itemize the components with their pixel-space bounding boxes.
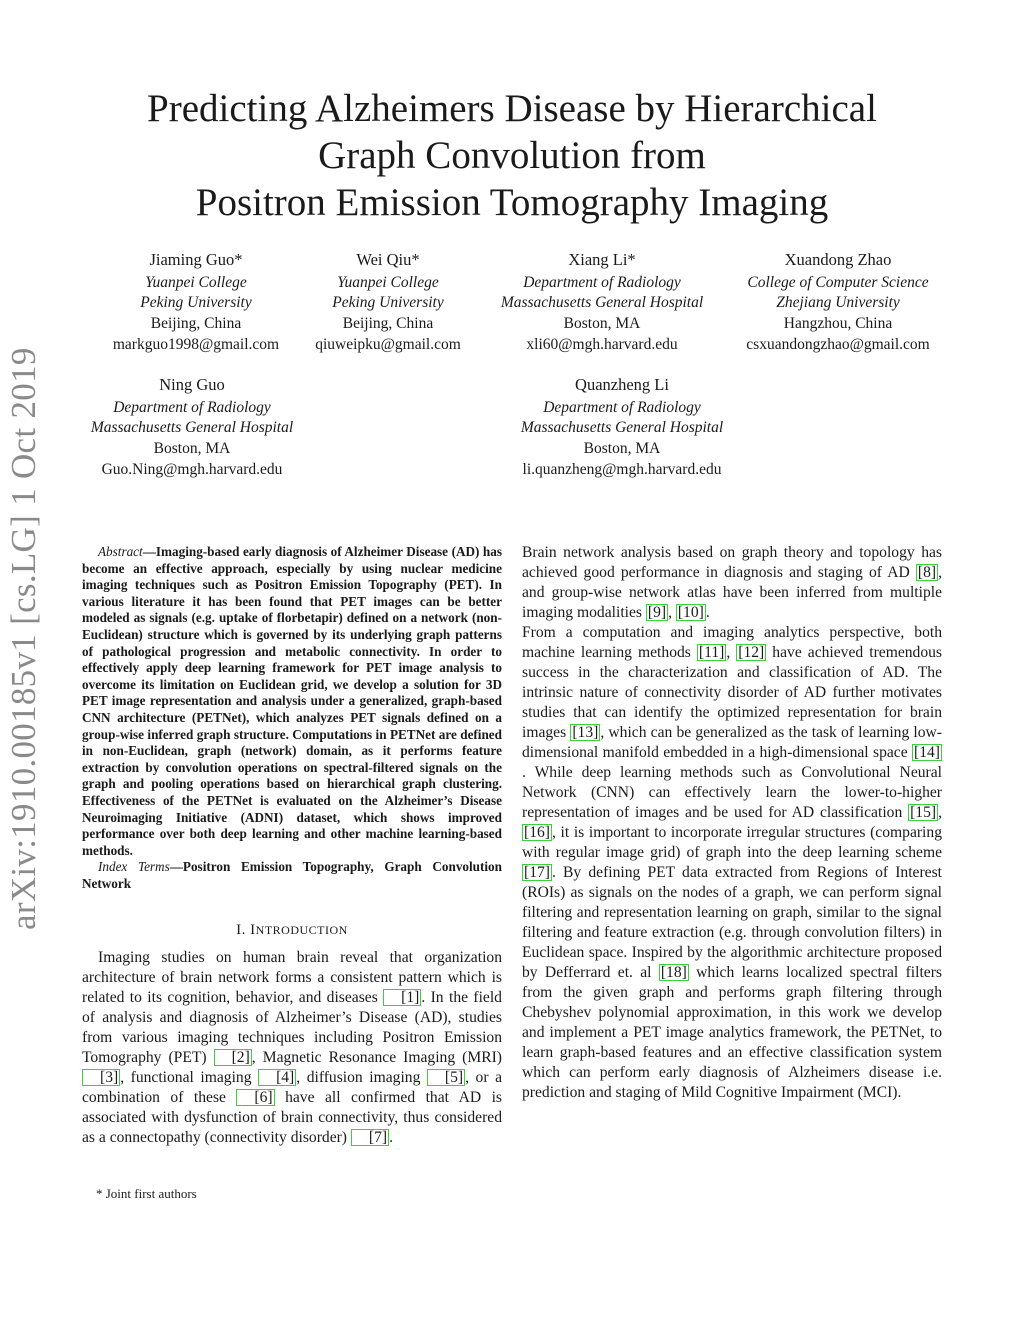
text-run: . bbox=[705, 604, 710, 621]
author-location: Hangzhou, China bbox=[783, 315, 893, 333]
text-run: , and group-wise network atlas have been inferred from multiple imaging modalities bbox=[522, 564, 942, 621]
author-location: Boston, MA bbox=[153, 440, 231, 458]
citation-link[interactable]: [5] bbox=[427, 1069, 465, 1086]
body-paragraph bbox=[522, 623, 942, 1103]
author-block bbox=[728, 250, 948, 356]
index-terms-text: —Positron Emission Topography, Graph Convolution Network bbox=[82, 859, 502, 891]
citation-link[interactable]: [16] bbox=[524, 824, 550, 841]
author-department: Department of Radiology bbox=[543, 398, 701, 416]
right-column bbox=[522, 543, 942, 1103]
text-run: , bbox=[726, 644, 737, 661]
section-heading-introduction bbox=[82, 920, 502, 940]
author-email[interactable]: xli60@mgh.harvard.edu bbox=[526, 335, 678, 353]
author-block bbox=[502, 375, 742, 481]
title-line: Predicting Alzheimers Disease by Hierarchical bbox=[147, 87, 877, 130]
author-email[interactable]: csxuandongzhao@gmail.com bbox=[746, 335, 930, 353]
text-run: , bbox=[668, 604, 676, 621]
text-run: Brain network analysis based on graph theory and topology has achieved good performance in diagnosis and staging of AD bbox=[522, 544, 942, 581]
author-organization: Massachusetts General Hospital bbox=[500, 294, 704, 312]
citation-link[interactable]: [12] bbox=[738, 644, 765, 661]
citation-link[interactable]: [17] bbox=[524, 864, 550, 881]
citation-link[interactable]: [14] bbox=[914, 744, 940, 761]
text-run: which learns localized spectral filters from the given graph and performs graph filtering through Chebyshev polynomial approximation, in this work we develop and implement a PET image analytics framework, the PETNet, to learn graph-based features and an effective classification system which can perform early diagnosis of Alzheimers disease i.e. prediction and staging of Mild Cognitive Impairment (MCI). bbox=[522, 964, 942, 1101]
author-organization: Massachusetts General Hospital bbox=[520, 419, 724, 437]
citation-link[interactable]: [4] bbox=[258, 1069, 296, 1086]
citation-link[interactable]: [9] bbox=[647, 604, 667, 621]
author-name: Xuandong Zhao bbox=[784, 250, 892, 269]
text-run: Imaging studies on human brain reveal that organization architecture of brain network forms a consistent pattern which is related to its cognition, behavior, and diseases bbox=[82, 949, 502, 1007]
author-department: Yuanpei College bbox=[145, 273, 247, 291]
intro-paragraph bbox=[82, 948, 502, 1148]
author-organization: Zhejiang University bbox=[776, 294, 900, 312]
citation-link[interactable]: [10] bbox=[677, 604, 704, 621]
citation-link[interactable]: [8] bbox=[917, 564, 937, 581]
abstract-text: —Imaging-based early diagnosis of Alzheimer Disease (AD) has become an effective approach, especially by using nuclear medicine imaging techniques such as Positron Emission Topography (PET). In various literature it has been found that PET images can be better modeled as signals (e.g. uptake of florbetapir) defined on a network (non-Euclidean) structure which is governed by its underlying graph patterns of pathological progression and metabolic connectivity. In order to effectively apply deep learning framework for PET image analysis to overcome its limitation on Euclidean grid, we develop a solution for 3D PET image representation and analysis under a generalized, graph-based CNN architecture (PETNet), which analyzes PET signals defined on a group-wise inferred graph structure. Computations in PETNet are defined in non-Euclidean, graph (network) domain, as it performs feature extraction by convolution operations on spectral-filtered signals on the graph and pooling operations based on hierarchical graph clustering. Effectiveness of the PETNet is evaluated on the Alzheimer’s Disease Neuroimaging Initiative (ADNI) dataset, which shows improved performance over both deep learning and other machine learning-based methods. bbox=[82, 544, 502, 858]
abstract-lead: Abstract bbox=[98, 544, 143, 559]
text-run: . bbox=[389, 1129, 393, 1147]
author-department: College of Computer Science bbox=[747, 273, 929, 291]
text-run: From a computation and imaging analytics perspective, both machine learning methods bbox=[522, 624, 942, 661]
citation-link[interactable]: [15] bbox=[910, 804, 937, 821]
text-run: , functional imaging bbox=[120, 1069, 259, 1087]
text-run: . While deep learning methods such as Convolutional Neural Network (CNN) can effectively learn the lower-to-higher representation of images and be used for AD classification bbox=[522, 764, 942, 821]
citation-link[interactable]: [1] bbox=[383, 989, 421, 1006]
author-block bbox=[72, 375, 312, 481]
author-email[interactable]: markguo1998@gmail.com bbox=[112, 335, 280, 353]
author-block bbox=[288, 250, 488, 356]
citation-link[interactable]: [3] bbox=[82, 1069, 120, 1086]
citation-link[interactable]: [11] bbox=[698, 644, 725, 661]
citation-link[interactable]: [18] bbox=[660, 964, 687, 981]
author-email[interactable]: qiuweipku@gmail.com bbox=[315, 335, 461, 353]
text-run: , which can be generalized as the task of learning low-dimensional manifold embedded in a high-dimensional space bbox=[522, 724, 942, 761]
author-name: Wei Qiu* bbox=[356, 250, 420, 269]
citation-link[interactable]: [13] bbox=[572, 724, 599, 741]
author-organization: Peking University bbox=[140, 294, 252, 312]
section-first-letter: I bbox=[250, 922, 256, 939]
author-name: Ning Guo bbox=[159, 375, 225, 394]
author-name: Jiaming Guo* bbox=[149, 250, 243, 269]
title-line: Positron Emission Tomography Imaging bbox=[195, 181, 829, 224]
text-run: , bbox=[938, 804, 942, 821]
citation-link[interactable]: [2] bbox=[214, 1049, 252, 1066]
author-location: Boston, MA bbox=[563, 315, 641, 333]
text-run: , it is important to incorporate irregular structures (comparing with regular image grid) of graph into the deep learning scheme bbox=[522, 824, 942, 861]
author-location: Beijing, China bbox=[150, 315, 242, 333]
author-block bbox=[96, 250, 296, 356]
author-email[interactable]: Guo.Ning@mgh.harvard.edu bbox=[101, 460, 283, 478]
section-title-rest: NTRODUCTION bbox=[255, 923, 348, 938]
arxiv-identifier-stamp: arXiv:1910.00185v1 [cs.LG] 1 Oct 2019 bbox=[4, 347, 43, 930]
author-name: Quanzheng Li bbox=[575, 375, 669, 394]
index-terms-lead: Index Terms bbox=[98, 859, 170, 875]
text-run: , Magnetic Resonance Imaging (MRI) bbox=[251, 1049, 502, 1067]
text-run: , or a combination of these bbox=[82, 1069, 503, 1107]
author-organization: Massachusetts General Hospital bbox=[90, 419, 294, 437]
section-number: I. bbox=[236, 922, 246, 939]
author-location: Beijing, China bbox=[342, 315, 434, 333]
text-run: . In the field of analysis and diagnosis of Alzheimer’s Disease (AD), studies from various imaging techniques including Positron Emission Tomography (PET) bbox=[82, 989, 502, 1067]
body-paragraph bbox=[522, 543, 942, 623]
paper-title bbox=[80, 85, 944, 226]
author-department: Yuanpei College bbox=[337, 273, 439, 291]
author-location: Boston, MA bbox=[583, 440, 661, 458]
author-block bbox=[482, 250, 722, 356]
citation-link[interactable]: [7] bbox=[351, 1129, 389, 1146]
title-line: Graph Convolution from bbox=[318, 134, 706, 177]
left-column bbox=[82, 544, 502, 1148]
author-name: Xiang Li* bbox=[568, 250, 636, 269]
text-run: . By defining PET data extracted from Regions of Interest (ROIs) as signals on the nodes of a graph, we can perform signal filtering and representation learning on graph, similar to the signal filtering and feature extraction (e.g. through convolution filters) in Euclidean space. Inspired by the algorithmic architecture proposed by Defferrard et. al bbox=[522, 864, 942, 981]
text-run: have achieved tremendous success in the characterization and classification of AD. The intrinsic nature of connectivity disorder of AD further motivates studies that can identify the optimized representation for brain images bbox=[522, 644, 942, 741]
text-run: , diffusion imaging bbox=[296, 1069, 427, 1087]
author-organization: Peking University bbox=[332, 294, 444, 312]
index-terms bbox=[82, 859, 502, 892]
citation-link[interactable]: [6] bbox=[236, 1089, 274, 1106]
text-run: have all confirmed that AD is associated with dysfunction of brain connectivity, thus considered as a connectopathy (connectivity disorder) bbox=[82, 1089, 502, 1147]
author-department: Department of Radiology bbox=[113, 398, 271, 416]
footnote-joint-authors: * Joint first authors bbox=[96, 1186, 197, 1201]
abstract bbox=[82, 544, 502, 859]
author-department: Department of Radiology bbox=[523, 273, 681, 291]
author-email[interactable]: li.quanzheng@mgh.harvard.edu bbox=[522, 460, 722, 478]
